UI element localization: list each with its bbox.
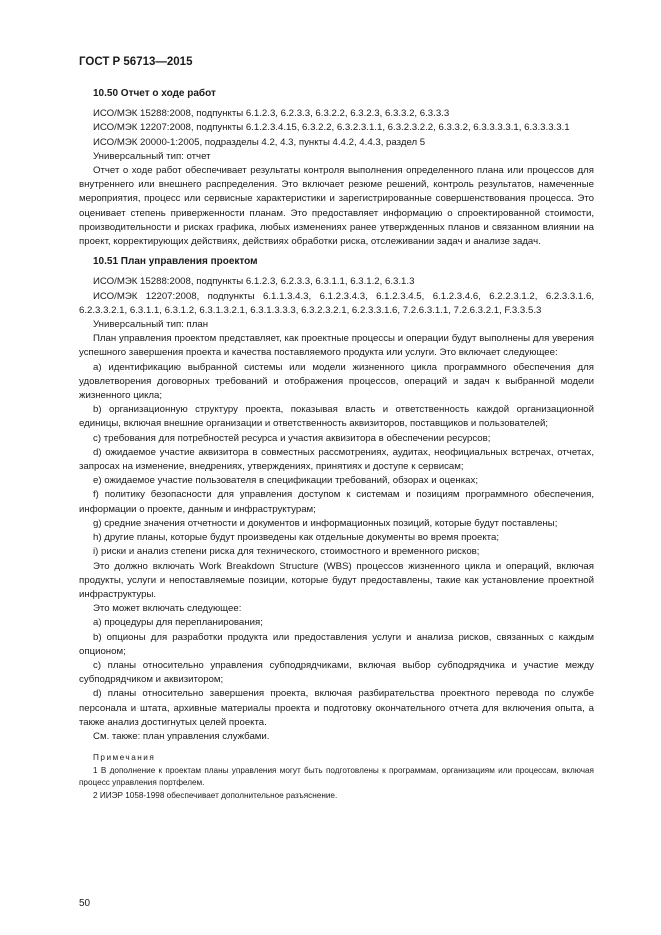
paragraph: Отчет о ходе работ обеспечивает результаты контроля выполнения определенного плана или процессов для внутреннего или внешнего распределения. Это включает резюме решений, контроль результатов, намеченные мероприятия, процесс или сервисные характеристики и зарегистрированные совершенствования процесса. Это оценивает степень приверженности планам. Это предоставляет информацию о спроектированной стоимости, производительности и рисках графика, любых изменениях ранее утвержденных планов и связанном влиянии на проект, корректирующих действиях, действиях обработки риска, отслеживании задач и анализе задач. <box>79 165 594 248</box>
list-item: f) политику безопасности для управления доступом к системам и позициям программного обеспечения, информации о проекте, данным и инфраструктурам; <box>79 489 594 515</box>
list-item: c) планы относительно управления субподрядчиками, включая выбор субподрядчика и участие между субподрядчиком и аквизитором; <box>79 659 594 686</box>
note-item: 2 ИИЭР 1058-1998 обеспечивает дополнительное разъяснение. <box>93 790 338 800</box>
paragraph: ИСО/МЭК 12207:2008, подпункты 6.1.1.3.4.3, 6.1.2.3.4.3, 6.1.2.3.4.5, 6.1.2.3.4.6, 6.2.2.3.1.2, 6.2.3.3.1.6, 6.2.3.3.2.1, 6.3.1.1, 6.3.1.2, 6.3.1.3.2.1, 6.3.1.3.3.3, 6.3.2.3.2.1, 6.2.3.3.1.6, 7.2.6.3.1.1, 7.2.6.3.2.1, F.3.3.5.3 <box>79 290 594 316</box>
paragraph: См. также: план управления службами. <box>93 730 270 742</box>
document-header: ГОСТ Р 56713—2015 <box>79 56 193 68</box>
notes-title: Примечания <box>93 753 156 763</box>
notes-block <box>79 752 594 802</box>
note-item: 1 В дополнение к проектам планы управления могут быть подготовлены к программам, организациям или процессам, включая процесс управления портфелем. <box>79 765 594 788</box>
document-body <box>79 87 594 802</box>
list-item: d) ожидаемое участие аквизитора в совместных рассмотрениях, аудитах, неофициальных встречах, отчетах, запросах на изменение, внедрениях, утверждениях, принятиях и доступе к сервисам; <box>79 446 594 473</box>
paragraph: План управления проектом представляет, как проектные процессы и операции будут выполнены для уверения успешного завершения проекта и качества поставляемого продукта или услуги. Это включает следующее: <box>79 333 594 359</box>
list-item: b) организационную структуру проекта, показывая власть и ответственность каждой организационной единицы, включая внешние организации и ответственность аквизиторов, поставщиков и пользователей; <box>79 404 594 430</box>
paragraph: Это должно включать Work Breakdown Structure (WBS) процессов жизненного цикла и операций, включая продукты, услуги и непоставляемые позиции, которые будут предоставлены, такие как установление проектной инфраструктуры. <box>79 560 594 600</box>
paragraph: Это может включать следующее: <box>93 603 242 615</box>
list-item: a) идентификацию выбранной системы или модели жизненного цикла программного обеспечения для удовлетворения договорных требований и отображения процессов, операций и задач к выбранной модели жизненного цикла; <box>79 361 594 402</box>
list-item: a) процедуры для перепланирования; <box>93 617 263 629</box>
paragraph: ИСО/МЭК 20000-1:2005, подразделы 4.2, 4.3, пункты 4.4.2, 4.4.3, раздел 5 <box>93 136 426 148</box>
paragraph: Универсальный тип: отчет <box>93 150 211 162</box>
paragraph: Универсальный тип: план <box>93 319 209 331</box>
section-title: 10.50 Отчет о ходе работ <box>93 88 216 99</box>
paragraph: ИСО/МЭК 15288:2008, подпункты 6.1.2.3, 6.2.3.3, 6.3.1.1, 6.3.1.2, 6.3.1.3 <box>93 276 415 288</box>
list-item: d) планы относительно завершения проекта, включая разбирательства проектного перевода по службе персонала и штата, архивные материалы проекта и подготовку окончательного отчета для включения опыта, а также анализ достигнутых целей проекта. <box>79 688 594 728</box>
list-item: c) требования для потребностей ресурса и участия аквизитора в обеспечении ресурсов; <box>93 432 491 444</box>
section-title: 10.51 План управления проектом <box>93 256 258 268</box>
list-item: g) средние значения отчетности и документов и информационных позиций, которые будут поставлены; <box>93 517 558 529</box>
paragraph: ИСО/МЭК 12207:2008, подпункты 6.1.2.3.4.15, 6.3.2.2, 6.3.2.3.1.1, 6.3.2.3.2.2, 6.3.3.2, 6.3.3.3.3.1, 6.3.3.3.3.1 <box>93 122 570 134</box>
paragraph: ИСО/МЭК 15288:2008, подпункты 6.1.2.3, 6.2.3.3, 6.3.2.2, 6.3.2.3, 6.3.3.2, 6.3.3.3 <box>93 108 450 120</box>
list-item: b) опционы для разработки продукта или предоставления услуги и анализа рисков, связанных с каждым опционом; <box>79 631 594 657</box>
page-number: 50 <box>79 898 91 909</box>
list-item: h) другие планы, которые будут произведены как отдельные документы во время проекта; <box>93 532 500 544</box>
list-item: e) ожидаемое участие пользователя в спецификации требований, обзорах и оценках; <box>93 475 478 487</box>
list-item: i) риски и анализ степени риска для технического, стоимостного и временного рисков; <box>93 546 480 558</box>
